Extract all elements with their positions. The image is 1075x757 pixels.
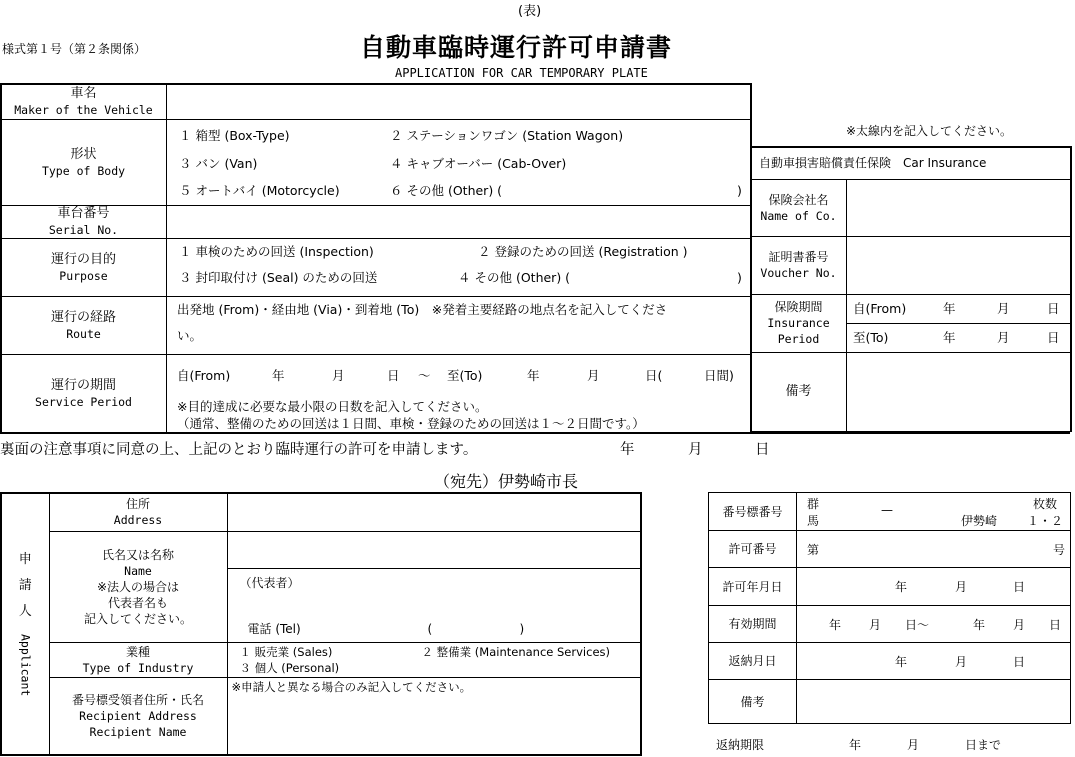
representative-field[interactable]: （代表者） 電話 (Tel) ( ) bbox=[227, 568, 641, 642]
office-table bbox=[708, 492, 1071, 724]
body-option-1[interactable]: １ 箱型 (Box-Type) bbox=[179, 127, 290, 143]
service-period-label: 運行の期間 Service Period bbox=[1, 355, 167, 434]
permit-date-field[interactable]: 年 月 日 bbox=[797, 568, 1071, 606]
insurance-company-field[interactable] bbox=[847, 179, 1071, 236]
insurance-header: 自動車損害賠償責任保険 Car Insurance bbox=[751, 147, 1071, 179]
body-option-6[interactable]: ６ その他 (Other) ( bbox=[390, 182, 503, 198]
body-option-close: ) bbox=[737, 182, 742, 198]
industry-label: 業種 Type of Industry bbox=[49, 642, 227, 677]
name-field[interactable] bbox=[227, 531, 641, 568]
purpose-option-4[interactable]: ４ その他 (Other) ( bbox=[458, 269, 571, 285]
return-deadline-year: 年 bbox=[849, 738, 862, 752]
applicant-table bbox=[0, 492, 642, 756]
purpose-option-3[interactable]: ３ 封印取付け (Seal) のための回送 bbox=[179, 269, 378, 285]
body-type-label: 形状 Type of Body bbox=[1, 120, 167, 206]
period-from-day: 日 bbox=[387, 367, 400, 383]
industry-option-2[interactable]: ２ 整備業 (Maintenance Services) bbox=[421, 645, 610, 659]
name-label: 氏名又は名称 Name ※法人の場合は 代表者名も 記入してください。 bbox=[49, 531, 227, 642]
return-date-field[interactable]: 年 月 日 bbox=[797, 643, 1071, 680]
period-from: 自(From) bbox=[177, 367, 231, 383]
permit-date-label: 許可年月日 bbox=[709, 568, 797, 606]
plate-number-label: 番号標番号 bbox=[709, 493, 797, 531]
addressee: （宛先）伊勢崎市長 bbox=[434, 472, 579, 491]
purpose-option-close: ) bbox=[737, 269, 742, 285]
insurance-to-field[interactable]: 至(To) 年 月 日 bbox=[847, 323, 1071, 352]
purpose-label: 運行の目的 Purpose bbox=[1, 239, 167, 297]
insurance-remarks-field[interactable] bbox=[847, 352, 1071, 431]
insurance-remarks-label: 備考 bbox=[751, 352, 847, 431]
service-period-field[interactable] bbox=[167, 355, 751, 434]
front-mark: (表) bbox=[518, 4, 542, 19]
route-label: 運行の経路 Route bbox=[1, 297, 167, 355]
period-to-year: 年 bbox=[527, 367, 540, 383]
declaration-month: 月 bbox=[688, 442, 703, 458]
maker-field[interactable] bbox=[167, 84, 751, 120]
form-number: 様式第１号（第２条関係） bbox=[2, 42, 147, 56]
declaration-text: 裏面の注意事項に同意の上、上記のとおり臨時運行の許可を申請します。 bbox=[0, 442, 478, 458]
divider-line bbox=[0, 432, 1070, 434]
applicant-side-label: 申 請 人 Applicant bbox=[1, 493, 49, 755]
period-to-month: 月 bbox=[587, 367, 600, 383]
address-field[interactable] bbox=[227, 493, 641, 531]
industry-options[interactable] bbox=[227, 642, 641, 677]
purpose-options[interactable] bbox=[167, 239, 751, 297]
representative-label: （代表者） bbox=[239, 576, 300, 590]
insurance-company-label: 保険会社名 Name of Co. bbox=[751, 179, 847, 236]
recipient-note: ※申請人と異なる場合のみ記入してください。 bbox=[231, 679, 472, 694]
form-title: 自動車臨時運行許可申請書 bbox=[360, 33, 673, 62]
return-deadline-label: 返納期限 bbox=[716, 738, 765, 752]
period-days: 日間) bbox=[704, 367, 734, 383]
industry-option-3[interactable]: ３ 個人 (Personal) bbox=[239, 661, 340, 675]
period-to-day: 日( bbox=[645, 367, 663, 383]
period-tilde: ～ bbox=[418, 367, 431, 383]
voucher-label: 証明書番号 Voucher No. bbox=[751, 236, 847, 294]
validity-label: 有効期間 bbox=[709, 606, 797, 643]
recipient-label: 番号標受領者住所・氏名 Recipient Address Recipient Name bbox=[49, 677, 227, 755]
industry-option-1[interactable]: １ 販売業 (Sales) bbox=[239, 645, 333, 659]
body-option-4[interactable]: ４ キャブオーバー (Cab-Over) bbox=[390, 155, 567, 171]
body-option-3[interactable]: ３ バン (Van) bbox=[179, 155, 258, 171]
period-from-year: 年 bbox=[272, 367, 285, 383]
return-date-label: 返納月日 bbox=[709, 643, 797, 680]
period-from-month: 月 bbox=[332, 367, 345, 383]
route-instruction-cont: い。 bbox=[177, 327, 203, 343]
declaration-year: 年 bbox=[620, 442, 635, 458]
permit-number-field[interactable]: 第 号 bbox=[797, 531, 1071, 568]
body-option-5[interactable]: ５ オートバイ (Motorcycle) bbox=[179, 182, 340, 198]
insurance-period-label: 保険期間 Insurance Period bbox=[751, 294, 847, 352]
purpose-option-1[interactable]: １ 車検のための回送 (Inspection) bbox=[179, 243, 374, 259]
route-instruction: 出発地 (From)・経由地 (Via)・到着地 (To) ※発着主要経路の地点名を記入してくださ bbox=[177, 301, 668, 317]
body-option-2[interactable]: ２ ステーションワゴン (Station Wagon) bbox=[390, 127, 624, 143]
period-note-1: ※目的達成に必要な最小限の日数を記入してください。 bbox=[177, 398, 488, 414]
purpose-option-2[interactable]: ２ 登録のための回送 (Registration ) bbox=[478, 243, 688, 259]
body-type-options[interactable] bbox=[167, 120, 751, 206]
return-deadline-until: 日まで bbox=[965, 738, 1002, 752]
vehicle-table bbox=[0, 83, 751, 434]
route-field[interactable] bbox=[167, 297, 751, 355]
voucher-field[interactable] bbox=[847, 236, 1071, 294]
maker-label: 車名 Maker of the Vehicle bbox=[1, 84, 167, 120]
period-note-2: （通常、整備のための回送は１日間、車検・登録のための回送は１～２日間です。） bbox=[177, 415, 645, 431]
period-to: 至(To) bbox=[447, 367, 483, 383]
insurance-table bbox=[750, 146, 1072, 432]
declaration-day: 日 bbox=[755, 442, 770, 458]
serial-field[interactable] bbox=[167, 206, 751, 239]
validity-field[interactable]: 年 月 日～ 年 月 日 bbox=[797, 606, 1071, 643]
permit-number-label: 許可番号 bbox=[709, 531, 797, 568]
return-deadline-month: 月 bbox=[907, 738, 920, 752]
serial-label: 車台番号 Serial No. bbox=[1, 206, 167, 239]
recipient-field[interactable] bbox=[227, 677, 641, 755]
bold-line-instruction: ※太線内を記入してください。 bbox=[846, 124, 1013, 138]
office-remarks-label: 備考 bbox=[709, 680, 797, 724]
office-remarks-field[interactable] bbox=[797, 680, 1071, 724]
tel-label: 電話 (Tel) bbox=[247, 622, 301, 636]
address-label: 住所 Address bbox=[49, 493, 227, 531]
insurance-from-field[interactable]: 自(From) 年 月 日 bbox=[847, 294, 1071, 323]
plate-number-field[interactable]: 群 馬 — 枚数 伊勢崎 １・２ bbox=[797, 493, 1071, 531]
form-title-en: APPLICATION FOR CAR TEMPORARY PLATE bbox=[395, 66, 648, 80]
